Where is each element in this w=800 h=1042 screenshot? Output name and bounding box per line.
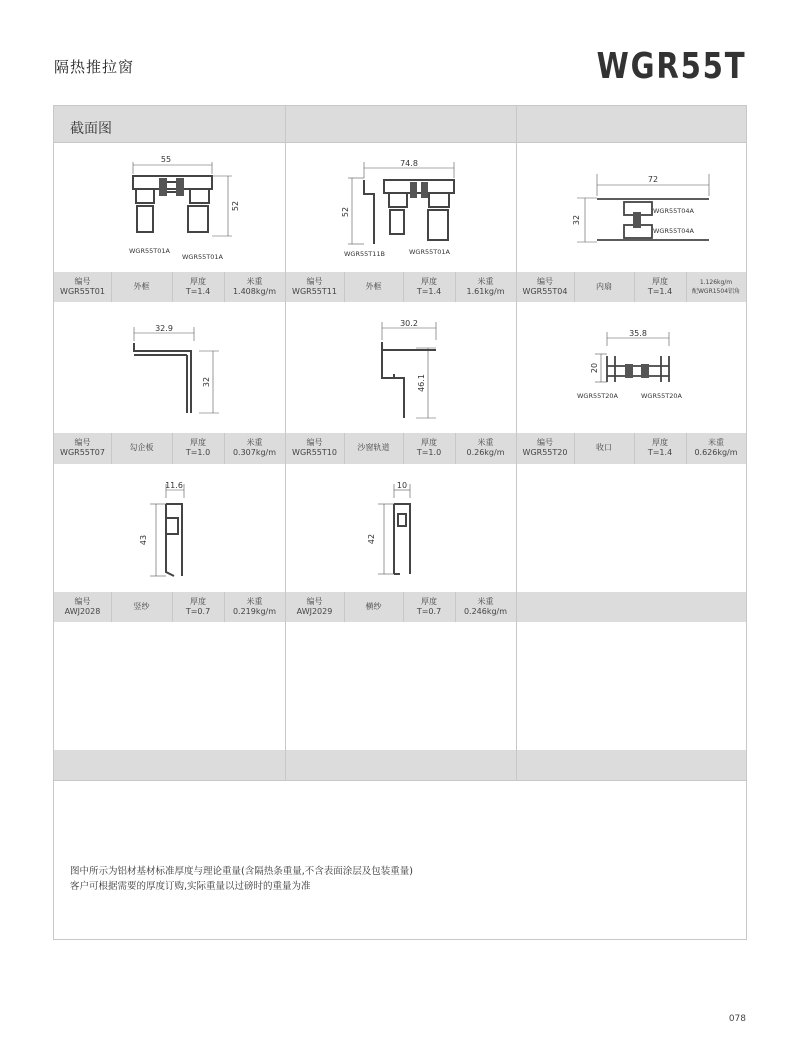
dim-width: 74.8 bbox=[400, 159, 418, 168]
thickness-label: 厚度 bbox=[652, 438, 668, 447]
profile-thickness: T=0.7 bbox=[185, 607, 211, 616]
dim-width: 11.6 bbox=[165, 481, 183, 490]
profile-drawing-wgr55t07 bbox=[119, 321, 229, 421]
profile-code: AWJ2029 bbox=[296, 607, 333, 616]
profile-code: WGR55T11 bbox=[292, 287, 337, 296]
dim-height: 46.1 bbox=[417, 374, 426, 392]
code-label: 编号 bbox=[74, 277, 91, 286]
weight-label: 米重 bbox=[246, 438, 263, 447]
part-label: WGR55T20A bbox=[577, 392, 618, 400]
section-label: 截面图 bbox=[70, 121, 112, 137]
dim-width: 10 bbox=[396, 481, 408, 490]
code-label: 编号 bbox=[306, 277, 323, 286]
dim-width: 35.8 bbox=[629, 329, 647, 338]
code-label: 编号 bbox=[537, 277, 553, 286]
profile-code: WGR55T07 bbox=[60, 448, 105, 457]
dim-height: 32 bbox=[202, 376, 211, 388]
profile-weight: 1.61kg/m bbox=[466, 287, 505, 296]
profile-thickness: T=1.4 bbox=[185, 287, 211, 296]
profile-name: 收口 bbox=[596, 443, 612, 452]
profile-weight: 1.408kg/m bbox=[232, 287, 277, 296]
profile-drawing-awj2028 bbox=[134, 478, 214, 586]
profile-weight: 0.26kg/m bbox=[466, 448, 505, 457]
profile-thickness: T=1.0 bbox=[416, 448, 442, 457]
profile-name: 横纱 bbox=[365, 602, 382, 611]
code-label: 编号 bbox=[306, 438, 323, 447]
profile-code: WGR55T04 bbox=[522, 287, 568, 296]
part-label: WGR55T01A bbox=[129, 247, 170, 255]
profile-name: 外框 bbox=[133, 282, 150, 291]
dim-height: 43 bbox=[139, 534, 148, 546]
profile-thickness: T=1.4 bbox=[647, 287, 673, 296]
footnote-line: 图中所示为铝材基材标准厚度与理论重量(含隔热条重量,不含表面涂层及包装重量) bbox=[70, 866, 413, 877]
profile-weight: 0.219kg/m bbox=[232, 607, 277, 616]
profile-name: 沙窗轨道 bbox=[357, 443, 390, 452]
dim-width: 30.2 bbox=[400, 319, 418, 328]
profile-grid bbox=[53, 105, 747, 940]
part-label: WGR55T01A bbox=[409, 248, 450, 256]
thickness-label: 厚度 bbox=[652, 277, 668, 286]
model-number: WGR55T bbox=[596, 46, 746, 87]
profile-weight: 0.626kg/m bbox=[694, 448, 738, 457]
thickness-label: 厚度 bbox=[190, 277, 206, 286]
document-title: 隔热推拉窗 bbox=[54, 58, 135, 76]
profile-drawing-wgr55t10 bbox=[354, 316, 454, 426]
dim-height: 20 bbox=[590, 362, 599, 374]
weight-label: 米重 bbox=[477, 277, 494, 286]
dim-width: 32.9 bbox=[155, 324, 173, 333]
profile-name: 竖纱 bbox=[133, 602, 150, 611]
profile-thickness: T=1.4 bbox=[416, 287, 442, 296]
profile-name: 内扇 bbox=[596, 282, 612, 291]
part-label: WGR55T04A bbox=[653, 207, 694, 215]
dim-height: 52 bbox=[341, 206, 350, 218]
weight-label: 米重 bbox=[708, 438, 724, 447]
page-number: 078 bbox=[728, 1014, 746, 1024]
profile-drawing-awj2029 bbox=[354, 478, 434, 586]
footnote bbox=[70, 864, 413, 894]
profile-name: 外框 bbox=[365, 282, 382, 291]
profile-drawing-wgr55t11 bbox=[334, 154, 484, 266]
thickness-label: 厚度 bbox=[421, 438, 437, 447]
profile-weight: 1.126kg/m bbox=[699, 279, 733, 286]
footnote-line: 客户可根据需要的厚度订购,实际重量以过磅时的重量为准 bbox=[70, 881, 311, 892]
dim-height: 42 bbox=[367, 533, 376, 545]
code-label: 编号 bbox=[74, 438, 91, 447]
dim-width: 55 bbox=[160, 155, 172, 164]
profile-drawing-wgr55t01 bbox=[104, 154, 244, 266]
thickness-label: 厚度 bbox=[421, 277, 437, 286]
thickness-label: 厚度 bbox=[421, 597, 437, 606]
profile-drawing-wgr55t20 bbox=[569, 326, 709, 406]
part-label: WGR55T04A bbox=[653, 227, 694, 235]
profile-weight: 0.246kg/m bbox=[463, 607, 508, 616]
profile-thickness: T=0.7 bbox=[416, 607, 442, 616]
profile-thickness: T=1.4 bbox=[647, 448, 673, 457]
dim-height: 52 bbox=[231, 200, 240, 212]
dim-height: 32 bbox=[572, 214, 581, 226]
part-label: WGR55T01A bbox=[182, 253, 223, 261]
profile-name: 勾企板 bbox=[129, 443, 154, 452]
part-label: WGR55T20A bbox=[641, 392, 682, 400]
weight-label: 米重 bbox=[246, 597, 263, 606]
weight-label: 米重 bbox=[477, 597, 494, 606]
code-label: 编号 bbox=[537, 438, 553, 447]
thickness-label: 厚度 bbox=[190, 597, 206, 606]
profile-thickness: T=1.0 bbox=[185, 448, 211, 457]
profile-code: WGR55T10 bbox=[292, 448, 337, 457]
part-label: WGR55T11B bbox=[344, 250, 385, 258]
code-label: 编号 bbox=[306, 597, 323, 606]
dim-width: 72 bbox=[647, 175, 659, 184]
info-band-row-4 bbox=[54, 750, 746, 780]
weight-label: 米重 bbox=[477, 438, 494, 447]
profile-weight-note: 配WGR1504铝角 bbox=[691, 288, 741, 295]
code-label: 编号 bbox=[74, 597, 91, 606]
section-header-band bbox=[54, 106, 746, 142]
profile-code: AWJ2028 bbox=[64, 607, 101, 616]
thickness-label: 厚度 bbox=[190, 438, 206, 447]
profile-code: WGR55T20 bbox=[522, 448, 568, 457]
profile-weight: 0.307kg/m bbox=[232, 448, 277, 457]
profile-code: WGR55T01 bbox=[60, 287, 105, 296]
weight-label: 米重 bbox=[246, 277, 263, 286]
profile-drawing-wgr55t04 bbox=[569, 168, 739, 248]
